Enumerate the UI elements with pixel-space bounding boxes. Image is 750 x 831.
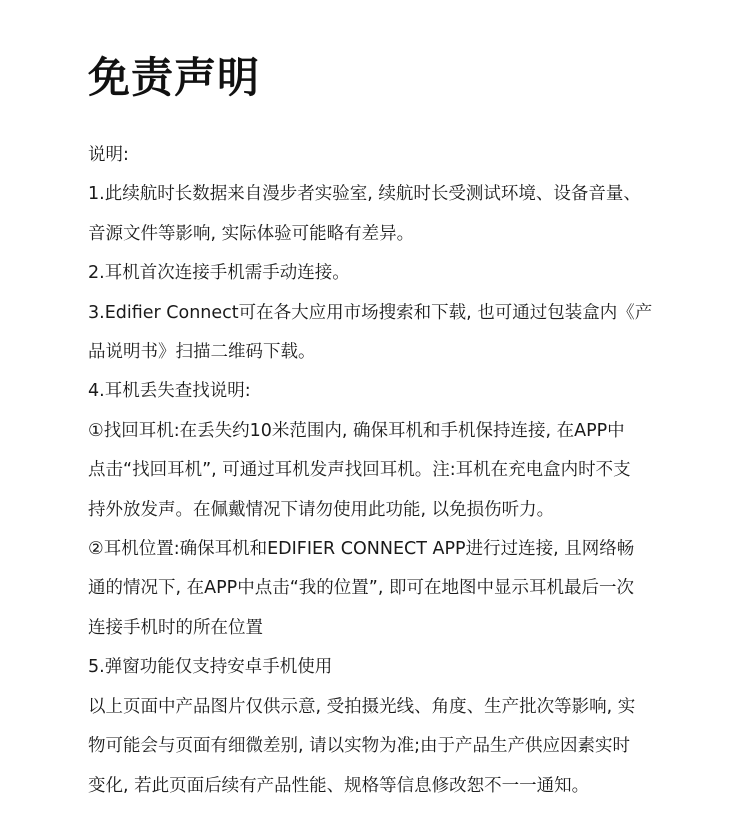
text-line: 品说明书》扫描二维码下载。 <box>88 342 316 363</box>
text-line: 连接手机时的所在位置 <box>88 617 263 638</box>
text-line: 说明: <box>88 145 129 165</box>
page-title: 免责声明 <box>88 53 261 102</box>
text-line: 4.耳机丢失查找说明: <box>88 381 251 402</box>
text-line: 持外放发声。在佩戴情况下请勿使用此功能, 以免损伤听力。 <box>88 499 555 520</box>
text-line: 1.此续航时长数据来自漫步者实验室, 续航时长受测试环境、设备音量、 <box>88 184 641 205</box>
text-line: 变化, 若此页面后续有产品性能、规格等信息修改恕不一一通知。 <box>88 775 590 796</box>
disclaimer-body <box>88 136 688 806</box>
text-line: 2.耳机首次连接手机需手动连接。 <box>88 263 350 284</box>
text-line: 以上页面中产品图片仅供示意, 受拍摄光线、角度、生产批次等影响, 实 <box>88 696 636 717</box>
text-line: 5.弹窗功能仅支持安卓手机使用 <box>88 657 333 678</box>
text-line: ②耳机位置:确保耳机和EDIFIER CONNECT APP进行过连接, 且网络畅 <box>88 539 635 560</box>
text-line: 物可能会与页面有细微差别, 请以实物为准;由于产品生产供应因素实时 <box>88 736 631 757</box>
text-line: ①找回耳机:在丢失约10米范围内, 确保耳机和手机保持连接, 在APP中 <box>88 420 625 441</box>
text-line: 3.Edifier Connect可在各大应用市场搜索和下载, 也可通过包装盒内《产 <box>88 302 653 323</box>
text-line: 通的情况下, 在APP中点击“我的位置”, 即可在地图中显示耳机最后一次 <box>88 578 634 599</box>
text-line: 音源文件等影响, 实际体验可能略有差异。 <box>88 223 415 244</box>
text-line: 点击“找回耳机”, 可通过耳机发声找回耳机。注:耳机在充电盒内时不支 <box>88 460 631 481</box>
